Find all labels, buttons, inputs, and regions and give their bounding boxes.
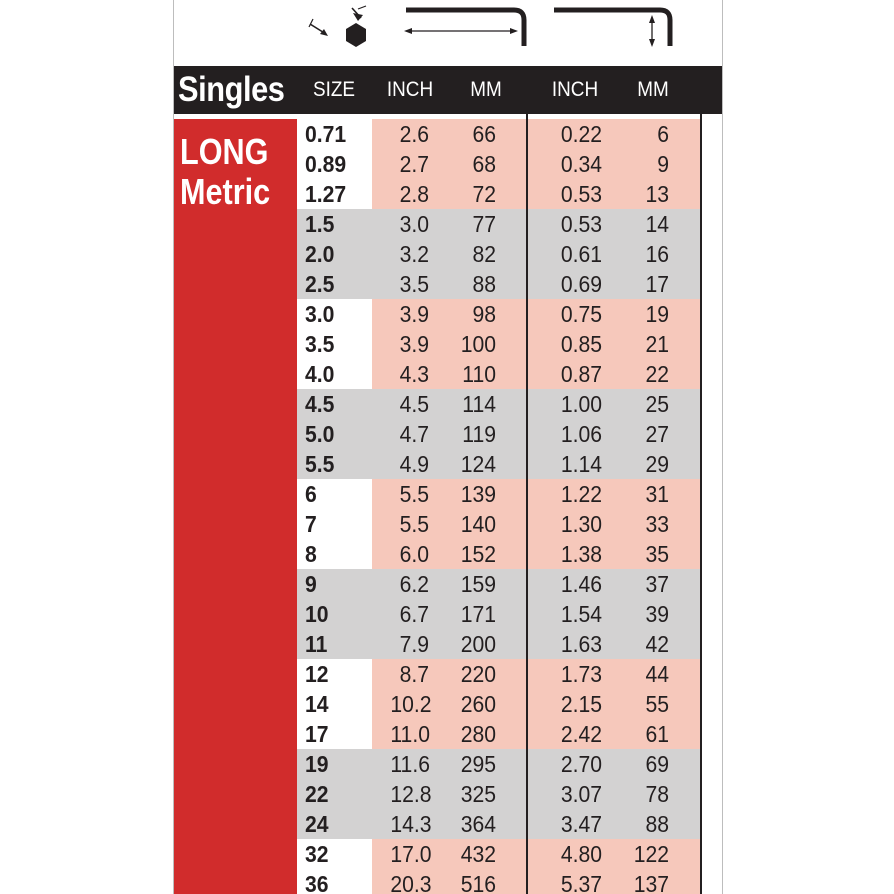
category-label: [174, 119, 297, 894]
cell-mm-short: 55: [645, 691, 669, 717]
cell-inch-short: 5.37: [560, 871, 602, 894]
table-row: [297, 779, 702, 809]
cell-size: 14: [305, 691, 329, 717]
cell-mm-long: 114: [462, 391, 496, 417]
table-row: [297, 659, 702, 689]
cell-mm-short: 27: [645, 421, 669, 447]
table-row: [297, 299, 702, 329]
table-row: [297, 569, 702, 599]
cell-mm-long: 364: [460, 811, 496, 837]
cell-mm-long: 171: [460, 601, 496, 627]
table-row: [297, 329, 702, 359]
category-line-1: LONG: [180, 131, 269, 172]
row-group: [297, 659, 702, 749]
cell-inch-short: 0.61: [560, 241, 602, 267]
cell-mm-short: 88: [645, 811, 669, 837]
cell-size: 1.27: [305, 181, 347, 207]
cell-mm-short: 33: [645, 511, 669, 537]
cell-inch-long: 5.5: [399, 511, 429, 537]
long-arm-length-icon: [404, 10, 524, 46]
cell-mm-long: 432: [460, 841, 496, 867]
table-row: [297, 509, 702, 539]
cell-mm-long: 295: [460, 751, 496, 777]
right-margin: [702, 114, 723, 894]
cell-mm-long: 220: [460, 661, 496, 687]
cell-inch-short: 0.53: [560, 211, 602, 237]
table-row: [297, 209, 702, 239]
cell-mm-short: 31: [645, 481, 669, 507]
cell-size: 0.71: [305, 121, 347, 147]
cell-inch-long: 7.9: [399, 631, 429, 657]
cell-inch-short: 1.00: [560, 391, 602, 417]
cell-inch-short: 1.38: [560, 541, 602, 567]
short-arm-length-icon: [554, 10, 670, 47]
cell-inch-long: 4.9: [399, 451, 429, 477]
table-row: [297, 359, 702, 389]
table-row: [297, 839, 702, 869]
cell-inch-short: 2.70: [560, 751, 602, 777]
cell-inch-short: 1.14: [560, 451, 602, 477]
table-row: [297, 239, 702, 269]
cell-mm-short: 37: [645, 571, 669, 597]
cell-inch-long: 4.7: [399, 421, 429, 447]
cell-inch-short: 1.73: [560, 661, 602, 687]
cell-size: 4.5: [305, 391, 335, 417]
cell-size: 17: [305, 721, 329, 747]
cell-mm-short: 22: [645, 361, 669, 387]
cell-mm-long: 260: [460, 691, 496, 717]
cell-inch-long: 10.2: [390, 691, 432, 717]
cell-size: 7: [305, 511, 317, 537]
table-row: [297, 419, 702, 449]
cell-mm-short: 69: [645, 751, 669, 777]
table-row: [297, 539, 702, 569]
cell-mm-short: 21: [645, 331, 669, 357]
cell-mm-long: 159: [460, 571, 496, 597]
row-group: [297, 209, 702, 299]
cell-inch-short: 1.46: [560, 571, 602, 597]
table-row: [297, 719, 702, 749]
size-table: [297, 119, 702, 894]
cell-size: 3.5: [305, 331, 335, 357]
cell-size: 36: [305, 871, 329, 894]
cell-size: 5.0: [305, 421, 335, 447]
cell-inch-long: 6.0: [399, 541, 429, 567]
cell-mm-short: 14: [645, 211, 669, 237]
cell-size: 10: [305, 601, 329, 627]
cell-mm-short: 16: [645, 241, 669, 267]
cell-inch-short: 0.85: [560, 331, 602, 357]
cell-mm-long: 139: [460, 481, 496, 507]
cell-size: 2.0: [305, 241, 335, 267]
cell-mm-short: 19: [645, 301, 669, 327]
cell-inch-long: 3.5: [399, 271, 429, 297]
header-size: SIZE: [312, 78, 356, 101]
cell-inch-short: 0.53: [560, 181, 602, 207]
cell-inch-short: 1.63: [560, 631, 602, 657]
spec-sheet: [173, 0, 723, 894]
cell-size: 12: [305, 661, 329, 687]
table-row: [297, 689, 702, 719]
table-title: Singles: [178, 70, 285, 109]
cell-mm-long: 82: [472, 241, 496, 267]
table-row: [297, 479, 702, 509]
cell-size: 1.5: [305, 211, 335, 237]
cell-mm-short: 122: [633, 841, 669, 867]
dimension-icons: [174, 0, 723, 66]
cell-mm-short: 61: [645, 721, 669, 747]
cell-mm-long: 325: [460, 781, 496, 807]
row-group: [297, 749, 702, 839]
cell-mm-long: 152: [460, 541, 496, 567]
table-row: [297, 389, 702, 419]
cell-mm-long: 140: [460, 511, 496, 537]
cell-mm-short: 13: [645, 181, 669, 207]
cell-mm-long: 280: [460, 721, 496, 747]
cell-inch-long: 3.0: [399, 211, 429, 237]
cell-mm-short: 39: [645, 601, 669, 627]
cell-mm-long: 98: [472, 301, 496, 327]
cell-mm-long: 77: [472, 211, 496, 237]
table-row: [297, 749, 702, 779]
table-row: [297, 269, 702, 299]
cell-inch-short: 3.07: [560, 781, 602, 807]
cell-inch-long: 4.3: [399, 361, 429, 387]
cell-mm-short: 17: [645, 271, 669, 297]
table-row: [297, 179, 702, 209]
cell-size: 2.5: [305, 271, 335, 297]
row-group: [297, 119, 702, 209]
cell-inch-long: 2.7: [399, 151, 429, 177]
cell-mm-long: 88: [472, 271, 496, 297]
table-row: [297, 119, 702, 149]
cell-inch-short: 1.06: [560, 421, 602, 447]
cell-mm-short: 42: [645, 631, 669, 657]
cell-inch-long: 5.5: [399, 481, 429, 507]
cell-mm-long: 100: [460, 331, 496, 357]
cell-mm-short: 6: [657, 121, 669, 147]
cell-inch-short: 1.30: [560, 511, 602, 537]
cell-mm-long: 124: [460, 451, 496, 477]
cell-inch-short: 0.34: [560, 151, 602, 177]
cell-inch-long: 14.3: [390, 811, 432, 837]
row-group: [297, 299, 702, 389]
cell-inch-short: 0.69: [560, 271, 602, 297]
cell-inch-long: 11.6: [390, 751, 430, 777]
table-header: [174, 66, 723, 114]
table-right-border: [700, 114, 702, 894]
cell-size: 6: [305, 481, 317, 507]
cell-size: 5.5: [305, 451, 335, 477]
cell-size: 11: [305, 631, 328, 657]
cell-inch-short: 2.42: [560, 721, 602, 747]
cell-inch-long: 17.0: [390, 841, 432, 867]
cell-inch-long: 11.0: [390, 721, 430, 747]
cell-inch-long: 3.2: [399, 241, 429, 267]
table-row: [297, 599, 702, 629]
cell-inch-long: 12.8: [390, 781, 432, 807]
cell-inch-long: 3.9: [399, 301, 429, 327]
row-group: [297, 569, 702, 659]
column-divider: [526, 114, 528, 894]
icon-strip: [174, 0, 723, 66]
header-inch-long: INCH: [386, 78, 434, 101]
cell-inch-short: 3.47: [560, 811, 602, 837]
category-line-2: Metric: [180, 171, 271, 212]
cell-inch-long: 6.2: [399, 571, 429, 597]
row-group: [297, 479, 702, 569]
row-group: [297, 389, 702, 479]
cell-size: 0.89: [305, 151, 347, 177]
header-mm-short: MM: [637, 78, 669, 101]
cell-inch-long: 8.7: [399, 661, 429, 687]
cell-size: 32: [305, 841, 329, 867]
cell-inch-short: 2.15: [560, 691, 602, 717]
cell-mm-long: 72: [472, 181, 496, 207]
hex-key-cross-section-icon: [309, 6, 366, 47]
cell-inch-short: 4.80: [560, 841, 602, 867]
table-row: [297, 629, 702, 659]
cell-size: 22: [305, 781, 329, 807]
cell-size: 4.0: [305, 361, 335, 387]
cell-mm-short: 29: [645, 451, 669, 477]
cell-inch-long: 3.9: [399, 331, 429, 357]
cell-mm-short: 25: [645, 391, 669, 417]
cell-mm-long: 66: [472, 121, 496, 147]
table-row: [297, 449, 702, 479]
cell-mm-long: 516: [460, 871, 496, 894]
cell-inch-long: 2.6: [399, 121, 429, 147]
cell-size: 9: [305, 571, 317, 597]
cell-inch-long: 2.8: [399, 181, 429, 207]
cell-inch-short: 1.22: [560, 481, 602, 507]
cell-inch-long: 4.5: [399, 391, 429, 417]
cell-mm-long: 200: [460, 631, 496, 657]
header-inch-short: INCH: [551, 78, 599, 101]
cell-size: 24: [305, 811, 329, 837]
table-row: [297, 869, 702, 894]
table-row: [297, 149, 702, 179]
cell-mm-long: 119: [462, 421, 496, 447]
cell-size: 8: [305, 541, 317, 567]
cell-inch-long: 6.7: [399, 601, 429, 627]
table-row: [297, 809, 702, 839]
cell-mm-short: 137: [633, 871, 669, 894]
cell-inch-short: 0.75: [560, 301, 602, 327]
cell-mm-long: 110: [462, 361, 496, 387]
cell-size: 19: [305, 751, 329, 777]
cell-inch-short: 0.87: [560, 361, 602, 387]
cell-mm-short: 78: [645, 781, 669, 807]
cell-inch-short: 1.54: [560, 601, 602, 627]
cell-mm-long: 68: [472, 151, 496, 177]
row-group: [297, 839, 702, 894]
cell-inch-short: 0.22: [560, 121, 602, 147]
header-mm-long: MM: [470, 78, 502, 101]
cell-size: 3.0: [305, 301, 335, 327]
cell-mm-short: 44: [645, 661, 669, 687]
cell-mm-short: 9: [657, 151, 669, 177]
cell-inch-long: 20.3: [390, 871, 432, 894]
cell-mm-short: 35: [645, 541, 669, 567]
